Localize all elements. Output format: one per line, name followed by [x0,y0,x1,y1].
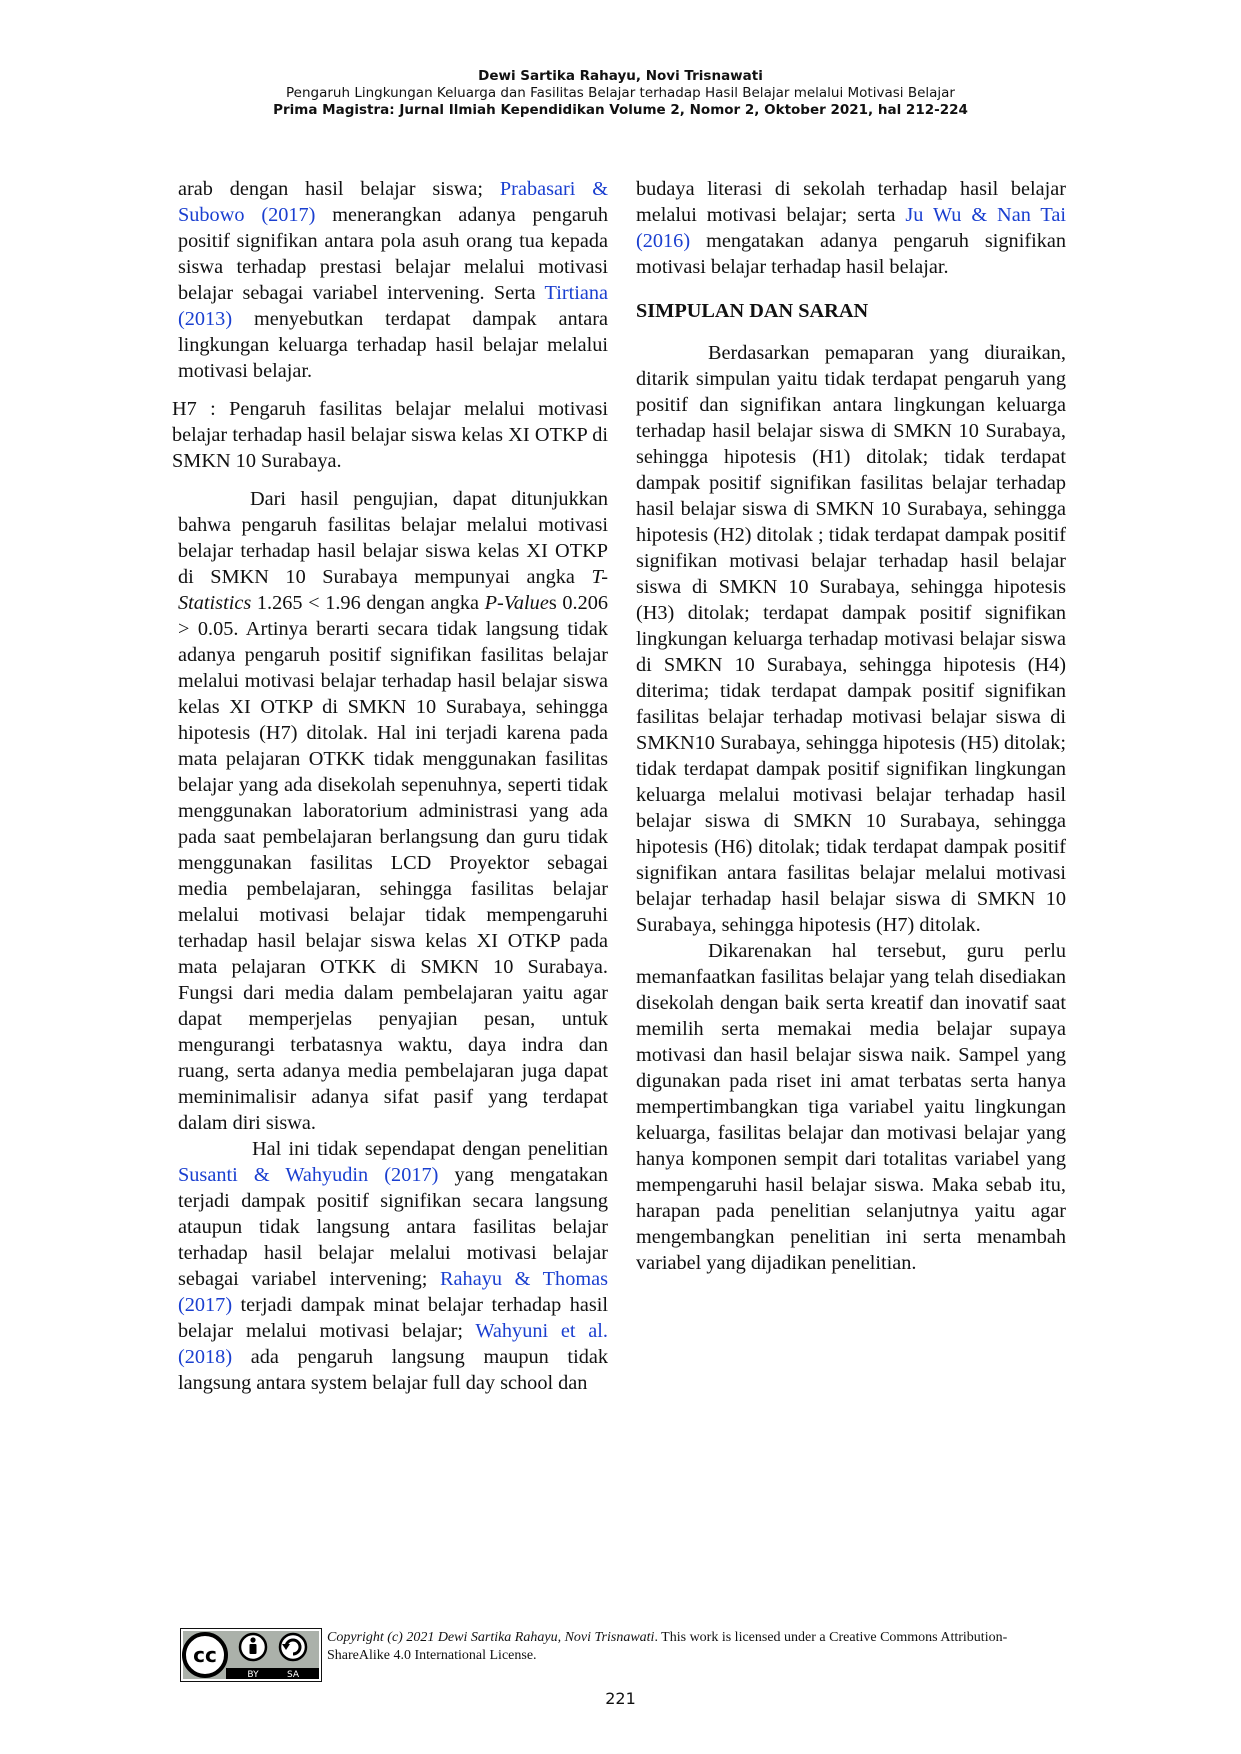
header-article-title: Pengaruh Lingkungan Keluarga dan Fasilitas Belajar terhadap Hasil Belajar melalui Motivasi Belajar [286,85,955,101]
sa-label: SA [286,1670,300,1680]
paragraph-suggestion: Dikarenakan hal tersebut, guru perlu memanfaatkan fasilitas belajar yang telah disediakan disekolah dengan baik serta kreatif dan inovatif saat memilih serta memakai media belajar supaya motivasi dan hasil belajar siswa naik. Sampel yang digunakan pada riset ini amat terbatas serta hanya mempertimbangkan tiga variabel yaitu lingkungan keluarga, fasilitas belajar dan motivasi belajar yang hanya komponen sempit dari totalitas variabel yang mempengaruhi hasil belajar siswa. Maka sebab itu, harapan pada penelitian selanjutnya yaitu agar mengembangkan penelitian ini serta menambah variabel yang dijadikan penelitian. [636,940,1066,1274]
paragraph-continuation [636,176,1066,280]
header-journal-info: Prima Magistra: Jurnal Ilmiah Kependidikan Volume 2, Nomor 2, Oktober 2021, hal 212-224 [273,102,968,118]
right-column [636,176,1066,1276]
paragraph-comparison [178,1136,608,1396]
paragraph-h7-result [178,486,608,1136]
text-run: menyebutkan terdapat dampak antara lingkungan keluarga terhadap hasil belajar melalui motivasi belajar. [178,308,608,382]
paragraph-related-studies [178,176,608,384]
text-run: Dari hasil pengujian, dapat ditunjukkan bahwa pengaruh fasilitas belajar melalui motivasi belajar terhadap hasil belajar siswa kelas XI OTKP di SMKN 10 Surabaya mempunyai angka [178,488,608,588]
copyright-holder: Copyright (c) 2021 Dewi Sartika Rahayu, Novi Trisnawati [327,1630,655,1645]
italic-term-p-values: P-Value [484,592,549,614]
citation-link-prabasari[interactable]: Prabasari & Subowo (2017) [178,178,608,226]
paragraph-conclusion: Berdasarkan pemaparan yang diuraikan, ditarik simpulan yaitu tidak terdapat pengaruh yang positif dan signifikan antara lingkungan keluarga terhadap hasil belajar siswa di SMKN 10 Surabaya, sehingga hipotesis (H1) ditolak; tidak terdapat dampak positif signifikan fasilitas belajar terhadap hasil belajar siswa di SMKN 10 Surabaya, sehingga hipotesis (H2) ditolak ; tidak terdapat dampak positif signifikan motivasi belajar terhadap hasil belajar siswa di SMKN 10 Surabaya, sehingga hipotesis (H3) ditolak; terdapat dampak positif signifikan lingkungan keluarga terhadap motivasi belajar siswa di SMKN 10 Surabaya, sehingga hipotesis (H4) diterima; tidak terdapat dampak positif signifikan fasilitas belajar terhadap motivasi belajar siswa di SMKN10 Surabaya, sehingga hipotesis (H5) ditolak; tidak terdapat dampak positif signifikan lingkungan keluarga melalui motivasi belajar terhadap hasil belajar siswa di SMKN 10 Surabaya, sehingga hipotesis (H6) ditolak; tidak terdapat dampak positif signifikan antara fasilitas belajar melalui motivasi belajar terhadap hasil belajar siswa di SMKN 10 Surabaya, sehingga hipotesis (H7) ditolak. [636,342,1066,936]
text-run: mengatakan adanya pengaruh signifikan motivasi belajar terhadap hasil belajar. [636,230,1066,278]
page-number: 221 [605,1689,636,1708]
attribution-icon [240,1634,266,1660]
citation-link-rahayu-thomas[interactable]: Rahayu & Thomas (2017) [178,1268,608,1316]
italic-term-t-statistics: T-Statistics [178,566,608,614]
citation-link-ju-wu[interactable]: Ju Wu & Nan Tai (2016) [636,204,1066,252]
license-text [327,1629,1062,1665]
license-statement: . This work is licensed under a Creative Commons Attribution-ShareAlike 4.0 International License. [327,1630,1008,1663]
text-run: menerangkan adanya pengaruh positif signifikan antara pola asuh orang tua kepada siswa terhadap prestasi belajar melalui motivasi belajar sebagai variabel intervening. Serta [178,204,608,304]
section-heading-simpulan: SIMPULAN DAN SARAN [636,300,869,322]
citation-link-susanti[interactable]: Susanti & Wahyudin (2017) [178,1164,439,1186]
by-label: BY [247,1670,259,1680]
text-run: arab dengan hasil belajar siswa; [178,178,500,200]
citation-link-tirtiana[interactable]: Tirtiana (2013) [178,282,608,330]
running-header [0,68,1241,119]
hypothesis-h7-heading: H7 : Pengaruh fasilitas belajar melalui motivasi belajar terhadap hasil belajar siswa kelas XI OTKP di SMKN 10 Surabaya. [172,398,608,472]
text-run: ada pengaruh langsung maupun tidak langsung antara system belajar full day school dan [178,1346,608,1394]
text-run: Hal ini tidak sependapat dengan penelitian [252,1138,608,1160]
text-run: yang mengatakan terjadi dampak positif signifikan secara langsung ataupun tidak langsung antara fasilitas belajar terhadap hasil belajar melalui motivasi belajar sebagai variabel intervening; [178,1164,609,1290]
cc-by-sa-badge[interactable] [180,1628,322,1682]
cc-label: cc [193,1643,217,1667]
text-run: 1.265 < 1.96 dengan angka [251,592,485,614]
share-alike-icon [280,1634,306,1660]
left-column [172,176,609,1396]
citation-link-wahyuni[interactable]: Wahyuni et al. (2018) [178,1320,608,1368]
license-footer [180,1628,1080,1684]
text-run: budaya literasi di sekolah terhadap hasil belajar melalui motivasi belajar; serta [636,178,1066,226]
text-run: terjadi dampak minat belajar terhadap hasil belajar melalui motivasi belajar; [178,1294,608,1342]
creative-commons-icon [184,1634,226,1676]
text-run: s 0.206 > 0.05. Artinya berarti secara tidak langsung tidak adanya pengaruh positif signifikan fasilitas belajar melalui motivasi belajar terhadap hasil belajar siswa kelas XI OTKP di SMKN 10 Surabaya, sehingga hipotesis (H7) ditolak. Hal ini terjadi karena pada mata pelajaran OTKK tidak menggunakan fasilitas belajar yang ada disekolah sepenuhnya, seperti tidak menggunakan laboratorium administrasi yang ada pada saat pembelajaran berlangsung dan guru tidak menggunakan fasilitas LCD Proyektor sebagai media pembelajaran, sehingga fasilitas belajar melalui motivasi belajar tidak mempengaruhi terhadap hasil belajar siswa kelas XI OTKP pada mata pelajaran OTKK di SMKN 10 Surabaya. Fungsi dari media dalam pembelajaran yaitu agar dapat memperjelas penyajian pesan, untuk mengurangi terbatasnya waktu, daya indra dan ruang, serta adanya media pembelajaran juga dapat meminimalisir adanya sifat pasif yang terdapat dalam diri siswa. [178,592,608,1134]
header-authors: Dewi Sartika Rahayu, Novi Trisnawati [478,68,763,84]
